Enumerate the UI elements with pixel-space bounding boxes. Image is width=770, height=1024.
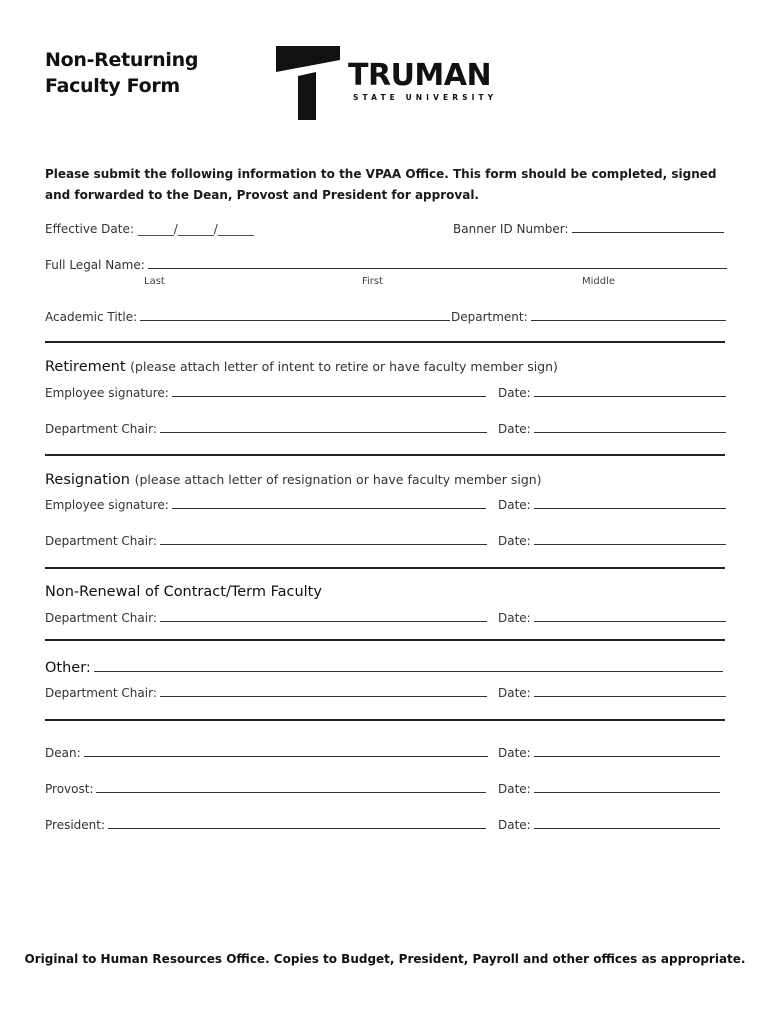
- department-chair-label: Department Chair:: [45, 686, 157, 700]
- retirement-employee-row: [45, 386, 725, 400]
- provost-row: [45, 782, 725, 796]
- full-legal-name-field[interactable]: [45, 258, 727, 272]
- resignation-chair-signature-field[interactable]: [45, 534, 487, 548]
- banner-id-label: Banner ID Number:: [453, 222, 569, 236]
- date-line[interactable]: [534, 827, 720, 829]
- department-line[interactable]: [531, 319, 726, 321]
- date-line[interactable]: [534, 695, 726, 697]
- president-label: President:: [45, 818, 106, 832]
- retirement-employee-signature-field[interactable]: [45, 386, 486, 400]
- other-chair-row: [45, 686, 725, 700]
- date-line[interactable]: [534, 431, 726, 433]
- resignation-chair-row: [45, 534, 725, 548]
- academic-title-row: [45, 310, 725, 324]
- date-label: Date:: [498, 686, 531, 700]
- department-chair-line[interactable]: [160, 620, 487, 622]
- date-line[interactable]: [534, 791, 720, 793]
- date-label: Date:: [498, 782, 531, 796]
- employee-signature-line[interactable]: [172, 507, 486, 509]
- other-chair-signature-field[interactable]: [45, 686, 487, 700]
- divider: [45, 639, 725, 641]
- truman-logo-icon: [276, 46, 340, 120]
- provost-date-field[interactable]: [498, 782, 720, 796]
- effective-date-field[interactable]: Effective Date: ______/______/______: [45, 222, 254, 236]
- date-label: Date:: [498, 534, 531, 548]
- employee-signature-label: Employee signature:: [45, 498, 169, 512]
- resignation-title: Resignation: [45, 472, 130, 488]
- date-label: Date:: [498, 386, 531, 400]
- full-legal-name-line[interactable]: [148, 267, 727, 269]
- academic-title-field[interactable]: [45, 310, 450, 324]
- date-label: Date:: [498, 498, 531, 512]
- department-chair-line[interactable]: [160, 543, 487, 545]
- full-legal-name-label: Full Legal Name:: [45, 258, 145, 272]
- logo-wordmark: TRUMAN: [348, 58, 492, 93]
- logo-subtitle: STATE UNIVERSITY: [353, 93, 498, 102]
- provost-signature-field[interactable]: [45, 782, 486, 796]
- department-chair-line[interactable]: [160, 695, 487, 697]
- dean-signature-field[interactable]: [45, 746, 488, 760]
- resignation-employee-row: [45, 498, 725, 512]
- divider: [45, 341, 725, 343]
- date-line[interactable]: [534, 507, 726, 509]
- retirement-chair-date-field[interactable]: [498, 422, 726, 436]
- name-first-label: First: [362, 276, 384, 287]
- form-title-line2: Faculty Form: [45, 75, 180, 97]
- footer-note: Original to Human Resources Office. Copies to Budget, President, Payroll and other offices as appropriate.: [24, 952, 746, 966]
- other-row: [45, 660, 725, 676]
- date-line[interactable]: [534, 620, 726, 622]
- department-chair-line[interactable]: [160, 431, 487, 433]
- retirement-chair-row: [45, 422, 725, 436]
- divider: [45, 719, 725, 721]
- dean-date-field[interactable]: [498, 746, 720, 760]
- effective-date-row: [45, 222, 725, 236]
- employee-signature-line[interactable]: [172, 395, 486, 397]
- banner-id-line[interactable]: [572, 231, 724, 233]
- resignation-note: (please attach letter of resignation or have faculty member sign): [134, 472, 542, 487]
- other-line[interactable]: [94, 670, 723, 672]
- president-row: [45, 818, 725, 832]
- divider: [45, 567, 725, 569]
- name-last-label: Last: [144, 276, 165, 287]
- resignation-employee-signature-field[interactable]: [45, 498, 486, 512]
- retirement-title: Retirement: [45, 359, 126, 375]
- nonrenewal-heading: Non-Renewal of Contract/Term Faculty: [45, 584, 322, 600]
- other-field[interactable]: [45, 660, 723, 676]
- retirement-chair-signature-field[interactable]: [45, 422, 487, 436]
- department-chair-label: Department Chair:: [45, 534, 157, 548]
- department-chair-label: Department Chair:: [45, 422, 157, 436]
- form-title: [45, 47, 198, 99]
- banner-id-field[interactable]: [453, 222, 724, 236]
- divider: [45, 454, 725, 456]
- department-field[interactable]: [451, 310, 726, 324]
- date-line[interactable]: [534, 395, 726, 397]
- retirement-employee-date-field[interactable]: [498, 386, 726, 400]
- department-chair-label: Department Chair:: [45, 611, 157, 625]
- president-line[interactable]: [108, 827, 486, 829]
- resignation-chair-date-field[interactable]: [498, 534, 726, 548]
- date-label: Date:: [498, 422, 531, 436]
- other-chair-date-field[interactable]: [498, 686, 726, 700]
- resignation-heading: [45, 472, 542, 488]
- full-legal-name-row: [45, 258, 725, 272]
- dean-line[interactable]: [84, 755, 488, 757]
- date-label: Date:: [498, 746, 531, 760]
- provost-line[interactable]: [96, 791, 486, 793]
- dean-row: [45, 746, 725, 760]
- employee-signature-label: Employee signature:: [45, 386, 169, 400]
- date-label: Date:: [498, 611, 531, 625]
- retirement-note: (please attach letter of intent to retire or have faculty member sign): [130, 359, 558, 374]
- president-date-field[interactable]: [498, 818, 720, 832]
- instructions-text: Please submit the following information to the VPAA Office. This form should be completed, signed and forwarded to the Dean, Provost and President for approval.: [45, 167, 717, 202]
- date-label: Date:: [498, 818, 531, 832]
- retirement-heading: [45, 359, 558, 375]
- form-title-line1: Non-Returning: [45, 49, 199, 71]
- nonrenewal-chair-row: [45, 611, 725, 625]
- name-middle-label: Middle: [582, 276, 616, 287]
- academic-title-line[interactable]: [140, 319, 450, 321]
- nonrenewal-chair-date-field[interactable]: [498, 611, 726, 625]
- president-signature-field[interactable]: [45, 818, 486, 832]
- provost-label: Provost:: [45, 782, 94, 796]
- resignation-employee-date-field[interactable]: [498, 498, 726, 512]
- date-line[interactable]: [534, 755, 720, 757]
- other-title: Other:: [45, 660, 91, 676]
- dean-label: Dean:: [45, 746, 81, 760]
- department-label: Department:: [451, 310, 528, 324]
- date-line[interactable]: [534, 543, 726, 545]
- academic-title-label: Academic Title:: [45, 310, 138, 324]
- nonrenewal-chair-signature-field[interactable]: [45, 611, 487, 625]
